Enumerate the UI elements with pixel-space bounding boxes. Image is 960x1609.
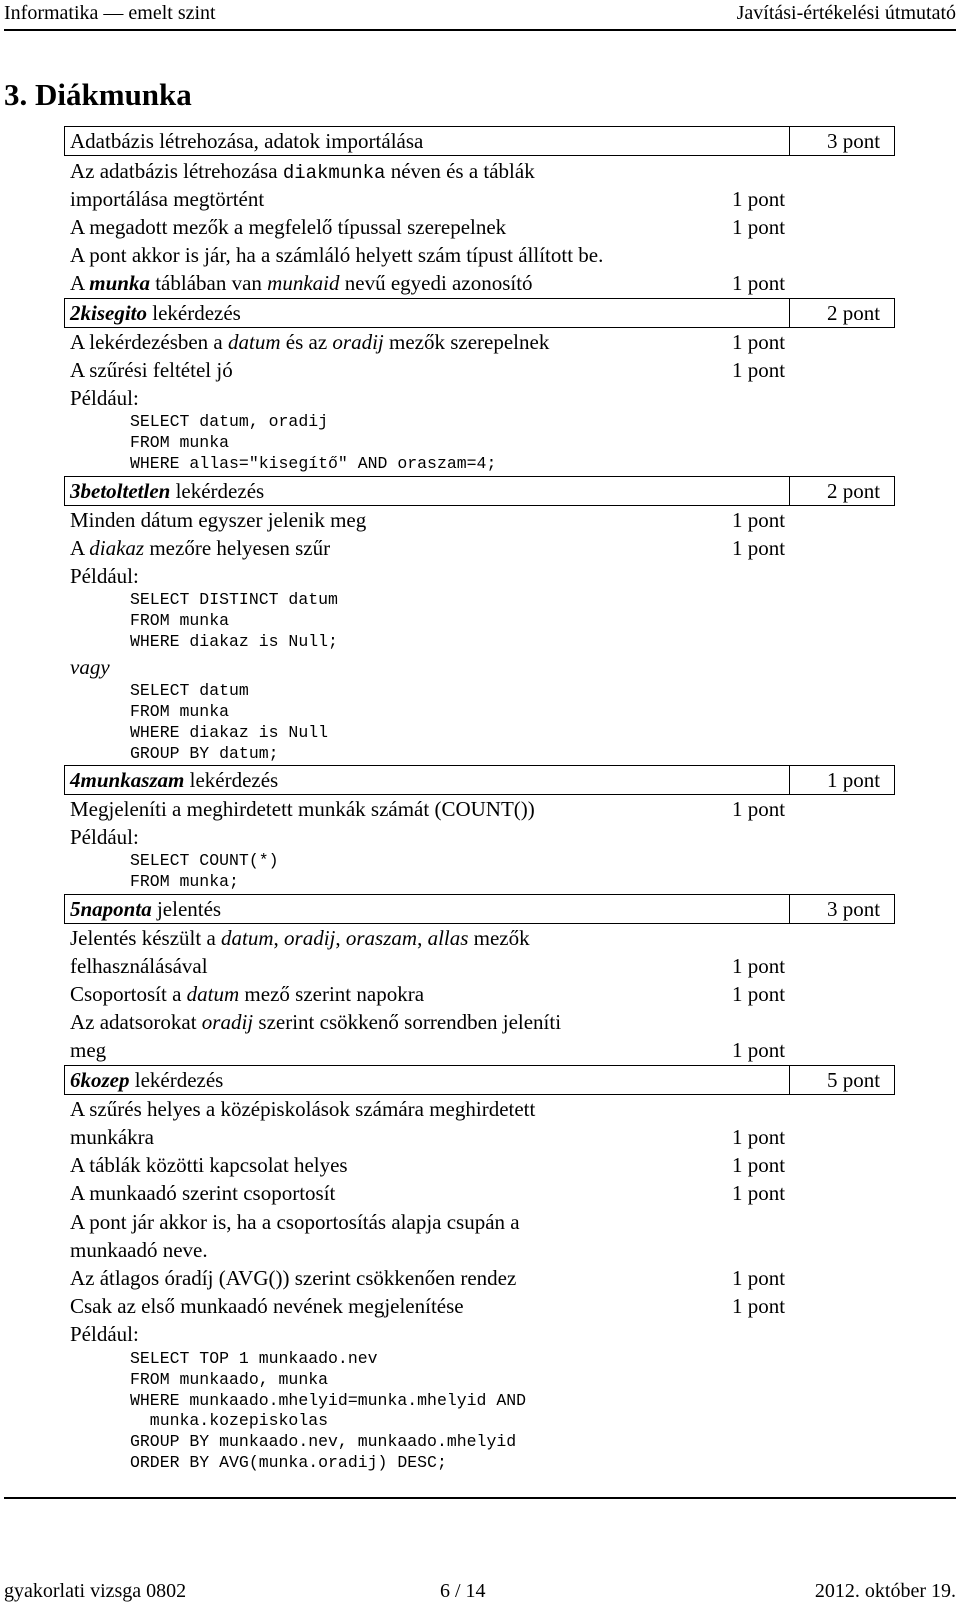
page-title: 3. Diákmunka	[4, 77, 192, 112]
section-1-points: 3 pont	[827, 129, 881, 153]
s3-line-2-points: 1 pont	[732, 536, 786, 560]
s3-code-line: FROM munka	[130, 702, 230, 721]
s6-line-5: A pont jár akkor is, ha a csoportosítás alapja csupán a	[70, 1210, 520, 1234]
s5-line-3-points: 1 pont	[732, 982, 786, 1006]
s1-line-4: A pont akkor is jár, ha a számláló helyett szám típust állított be.	[70, 243, 604, 267]
s3-code-line: SELECT DISTINCT datum	[130, 590, 338, 609]
s5-line-1: Jelentés készült a datum, oradij, oraszam, allas mezők	[70, 926, 530, 950]
footer-date: 2012. október 19.	[814, 1580, 956, 1602]
s1-line-5-points: 1 pont	[732, 271, 786, 295]
s1-line-3-points: 1 pont	[732, 215, 786, 239]
s6-line-4: A munkaadó szerint csoportosít	[70, 1181, 336, 1205]
s3-code-line: WHERE diakaz is Null;	[130, 632, 338, 651]
footer-page-number: 6 / 14	[440, 1580, 486, 1602]
s2-line-2: A szűrési feltétel jó	[70, 358, 233, 382]
s6-code-line: munka.kozepiskolas	[130, 1411, 329, 1430]
s5-line-2-points: 1 pont	[732, 954, 786, 978]
s4-line-1-points: 1 pont	[732, 797, 786, 821]
s6-code-line: FROM munkaado, munka	[130, 1370, 329, 1389]
s5-line-4: Az adatsorokat oradij szerint csökkenő sorrendben jeleníti	[70, 1010, 562, 1034]
s6-line-2: munkákra	[70, 1125, 154, 1149]
s5-line-5-points: 1 pont	[732, 1038, 786, 1062]
s6-line-7-points: 1 pont	[732, 1266, 786, 1290]
s6-code-line: WHERE munkaado.mhelyid=munka.mhelyid AND	[130, 1391, 527, 1410]
section-2-points: 2 pont	[827, 301, 881, 325]
s6-line-2-points: 1 pont	[732, 1125, 786, 1149]
s6-line-6: munkaadó neve.	[70, 1238, 208, 1262]
footer-rule	[4, 1497, 956, 1499]
s3-code-line: SELECT datum	[130, 681, 249, 700]
s3-code-line: FROM munka	[130, 611, 230, 630]
s3-or-label: vagy	[70, 655, 110, 679]
section-6-heading: 6kozep lekérdezés	[70, 1068, 224, 1092]
s3-code-line: WHERE diakaz is Null	[130, 723, 329, 742]
section-3-heading: 3betoltetlen lekérdezés	[70, 479, 265, 503]
s6-line-8-points: 1 pont	[732, 1294, 786, 1318]
s1-line-3: A megadott mezők a megfelelő típussal szerepelnek	[70, 215, 507, 239]
s6-line-3: A táblák közötti kapcsolat helyes	[70, 1153, 348, 1177]
s3-example-label: Például:	[70, 564, 139, 588]
s4-example-label: Például:	[70, 825, 139, 849]
s1-line-1: Az adatbázis létrehozása diakmunka néven és a táblák	[70, 159, 535, 184]
s5-line-5: meg	[70, 1038, 107, 1062]
s4-code-line: FROM munka;	[130, 872, 239, 891]
s1-line-2: importálása megtörtént	[70, 187, 265, 211]
s2-code-line: FROM munka	[130, 433, 230, 452]
header-subject: Informatika — emelt szint	[4, 2, 216, 24]
section-4-points: 1 pont	[827, 768, 881, 792]
section-3-points: 2 pont	[827, 479, 881, 503]
footer-exam-code: gyakorlati vizsga 0802	[4, 1580, 187, 1602]
s3-line-1-points: 1 pont	[732, 508, 786, 532]
s2-example-label: Például:	[70, 386, 139, 410]
section-5-points: 3 pont	[827, 897, 881, 921]
s3-line-2: A diakaz mezőre helyesen szűr	[70, 536, 331, 560]
section-2-heading: 2kisegito lekérdezés	[70, 301, 241, 325]
s4-line-1: Megjeleníti a meghirdetett munkák számát (COUNT())	[70, 797, 535, 821]
s2-code-line: SELECT datum, oradij	[130, 412, 329, 431]
s6-line-4-points: 1 pont	[732, 1181, 786, 1205]
s2-code-line: WHERE allas="kisegítő" AND oraszam=4;	[130, 454, 497, 473]
section-5-heading: 5naponta jelentés	[70, 897, 222, 921]
s6-line-3-points: 1 pont	[732, 1153, 786, 1177]
s2-line-2-points: 1 pont	[732, 358, 786, 382]
s1-line-2-points: 1 pont	[732, 187, 786, 211]
section-6-points: 5 pont	[827, 1068, 881, 1092]
s1-line-5: A munka táblában van munkaid nevű egyedi azonosító	[70, 271, 533, 295]
s6-code-line: SELECT TOP 1 munkaado.nev	[130, 1349, 378, 1368]
s6-line-1: A szűrés helyes a középiskolások számára meghirdetett	[70, 1097, 536, 1121]
s3-code-line: GROUP BY datum;	[130, 744, 279, 763]
s6-line-7: Az átlagos óradíj (AVG()) szerint csökkenően rendez	[70, 1266, 517, 1290]
section-4-heading: 4munkaszam lekérdezés	[70, 768, 279, 792]
s3-line-1: Minden dátum egyszer jelenik meg	[70, 508, 367, 532]
s5-line-3: Csoportosít a datum mező szerint napokra	[70, 982, 425, 1006]
s6-example-label: Például:	[70, 1322, 139, 1346]
header-doc-type: Javítási-értékelési útmutató	[736, 2, 956, 24]
s6-code-line: ORDER BY AVG(munka.oradij) DESC;	[130, 1453, 447, 1472]
s5-line-2: felhasználásával	[70, 954, 208, 978]
header-rule	[4, 29, 956, 31]
s2-line-1: A lekérdezésben a datum és az oradij mezők szerepelnek	[70, 330, 550, 354]
s6-code-line: GROUP BY munkaado.nev, munkaado.mhelyid	[130, 1432, 517, 1451]
section-1-heading: Adatbázis létrehozása, adatok importálása	[70, 129, 424, 153]
s4-code-line: SELECT COUNT(*)	[130, 851, 279, 870]
s2-line-1-points: 1 pont	[732, 330, 786, 354]
s6-line-8: Csak az első munkaadó nevének megjelenítése	[70, 1294, 464, 1318]
